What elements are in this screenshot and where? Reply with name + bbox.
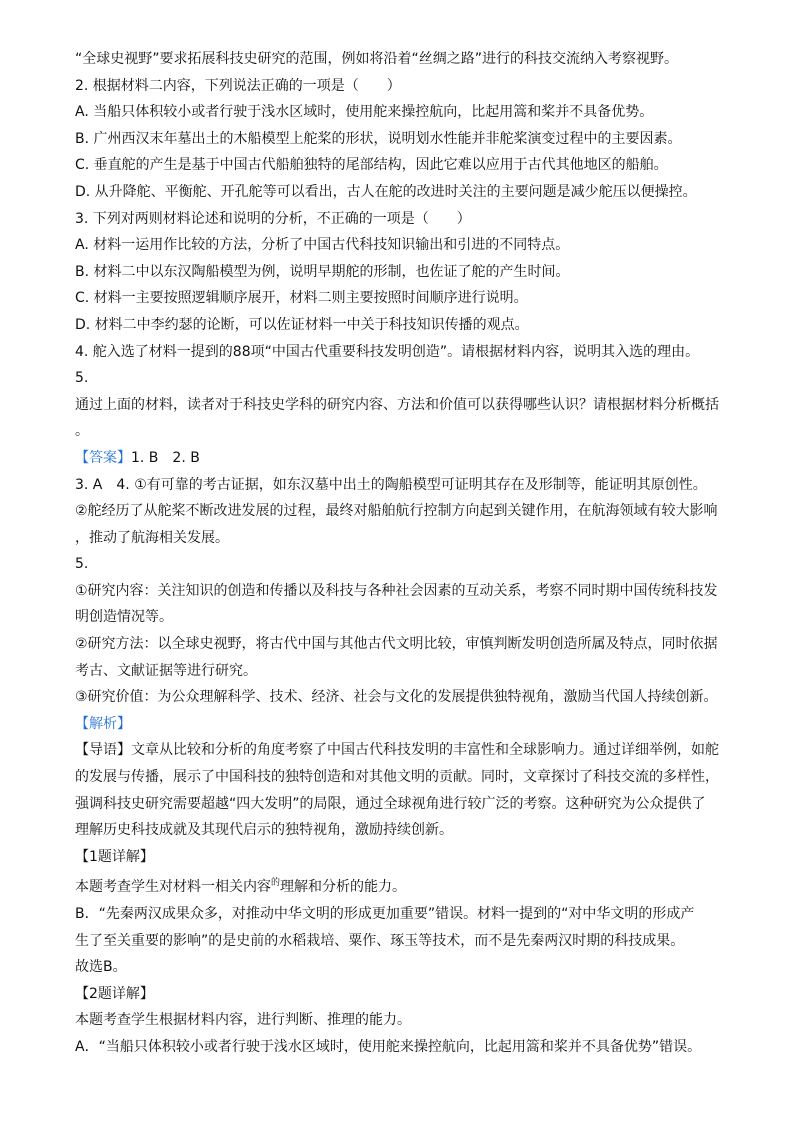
answer-3-4: 3. A 4. ①有可靠的考古证据，如东汉墓中出土的陶船模型可证明其存在及形制等，能证明其原创性。 [75, 476, 707, 493]
question-3-option-b: B. 材料二中以东汉陶船模型为例，说明早期舵的形制，也佐证了舵的产生时间。 [75, 263, 570, 280]
question-2-option-b: B. 广州西汉末年墓出土的木船模型上舵桨的形状，说明划水性能并非舵桨演变过程中的主要因素。 [75, 130, 682, 147]
detail-2-heading: 【2题详解】 [75, 985, 154, 1002]
question-2-option-c: C. 垂直舵的产生是基于中国古代船舶独特的尾部结构，因此它难以应用于古代其他地区的船舶。 [75, 157, 668, 174]
intro-line-1: 【导语】文章从比较和分析的角度考察了中国古代科技发明的丰富性和全球影响力。通过详细举例，如舵 [75, 742, 719, 759]
detail-1-explain-1: B．“先秦两汉成果众多，对推动中华文明的形成更加重要”错误。材料一提到的“对中华文明的形成产 [75, 906, 695, 922]
intro-line-4: 理解历史科技成就及其现代启示的独特视角，激励持续创新。 [75, 822, 453, 839]
answer-5-method-2: 考古、文献证据等进行研究。 [75, 662, 257, 679]
answer-5-method-1: ②研究方法：以全球史视野，将古代中国与其他古代文明比较，审慎判断发明创造所属及特点，同时依据 [75, 636, 718, 653]
answer-1-2: 1. B 2. B [131, 449, 200, 466]
detail-1-intro: 本题考查学生对材料一相关内容$^的$理解和分析的能力。 [75, 878, 407, 896]
question-2-stem: 2. 根据材料二内容，下列说法正确的一项是（ ） [75, 77, 401, 94]
question-5-number: 5. [75, 370, 89, 387]
question-3-option-a: A. 材料一运用作比较的方法，分析了中国古代科技知识输出和引进的不同特点。 [75, 237, 570, 254]
detail-2-intro: 本题考查学生根据材料内容，进行判断、推理的能力。 [75, 1012, 411, 1029]
intro-line-3: 强调科技史研究需要超越“四大发明”的局限，通过全球视角进行较广泛的考察。这种研究为公众提供了 [75, 795, 706, 812]
question-4-stem: 4. 舵入选了材料一提到的88项“中国古代重要科技发明创造”。请根据材料内容，说明其入选的理由。 [75, 343, 700, 360]
question-3-stem: 3. 下列对两则材料论述和说明的分析，不正确的一项是（ ） [75, 210, 471, 227]
answer-5-content-2: 明创造情况等。 [75, 609, 173, 626]
answer-5-value: ③研究价值：为公众理解科学、技术、经济、社会与文化的发展提供独特视角，激励当代国人持续创新。 [75, 689, 718, 706]
detail-2-explain-1: A．“当船只体积较小或者行驶于浅水区域时，使用舵来操控航向，比起用篙和桨并不具备优势”错误。 [75, 1038, 702, 1055]
question-2-option-d: D. 从升降舵、平衡舵、开孔舵等可以看出，古人在舵的改进时关注的主要问题是减少舵压以便操控。 [75, 183, 697, 200]
question-2-option-a: A. 当船只体积较小或者行驶于浅水区域时，使用舵来操控航向，比起用篙和桨并不具备优势。 [75, 104, 654, 121]
answer-5-content-1: ①研究内容：关注知识的创造和传播以及科技与各种社会因素的互动关系，考察不同时期中国传统科技发 [75, 582, 718, 599]
question-5-stem: 通过上面的材料，读者对于科技史学科的研究内容、方法和价值可以获得哪些认识？请根据材料分析概括 [75, 396, 719, 413]
intro-line-2: 的发展与传播，展示了中国科技的独特创造和对其他文明的贡献。同时，文章探讨了科技交流的多样性， [75, 769, 719, 786]
detail-1-heading: 【1题详解】 [75, 848, 154, 865]
analysis-tag: 【解析】 [75, 715, 131, 732]
answer-4-point-2-end: ，推动了航海相关发展。 [75, 529, 229, 546]
answer-4-point-2: ②舵经历了从舵桨不断改进发展的过程，最终对船舶航行控制方向起到关键作用，在航海领域有较大影响 [75, 503, 718, 520]
detail-1-explain-2: 生了至关重要的影响”的是史前的水稻栽培、粟作、琢玉等技术，而不是先秦两汉时期的科技成果。 [75, 932, 685, 949]
answer-line-1 [75, 445, 724, 472]
answer-tag: 【答案】 [75, 449, 131, 466]
question-3-option-d: D. 材料二中李约瑟的论断，可以佐证材料一中关于科技知识传播的观点。 [75, 316, 529, 333]
question-5-stem-end: 。 [75, 423, 89, 440]
question-3-option-c: C. 材料一主要按照逻辑顺序展开，材料二则主要按照时间顺序进行说明。 [75, 290, 528, 307]
text-line: “全球史视野”要求拓展科技史研究的范围，例如将沿着“丝绸之路”进行的科技交流纳入考察视野。 [75, 51, 679, 67]
detail-1-conclusion: 故选B。 [75, 959, 127, 976]
answer-5-number: 5. [75, 556, 89, 573]
